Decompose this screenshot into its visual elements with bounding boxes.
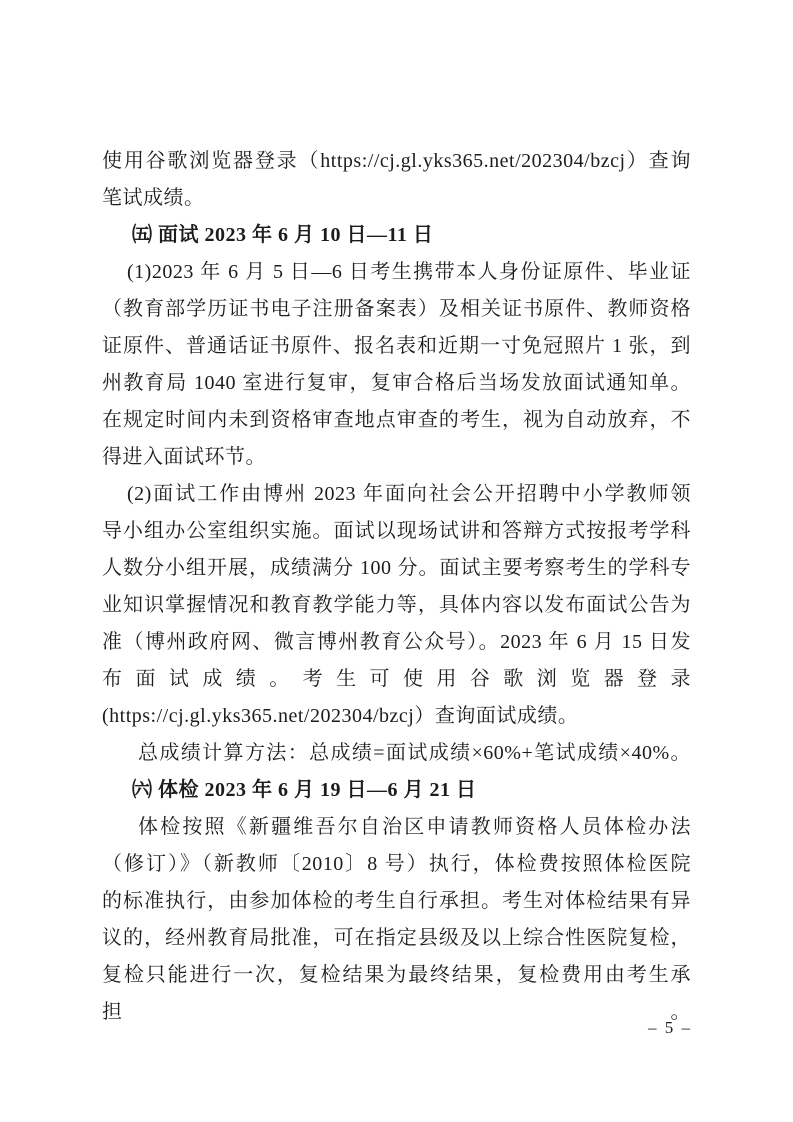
document-line: 州教育局 1040 室进行复审，复审合格后当场发放面试通知单。 <box>102 372 691 394</box>
page-number: – 5 – <box>648 1018 692 1037</box>
document-line: 得进入面试环节。 <box>102 446 266 468</box>
document-line: （教育部学历证书电子注册备案表）及相关证书原件、教师资格 <box>102 298 691 320</box>
document-line: 总成绩计算方法：总成绩=面试成绩×60%+笔试成绩×40%。 <box>138 742 691 764</box>
heading-interview: ㈤ 面试 2023 年 6 月 10 日—11 日 <box>132 224 434 246</box>
document-line: 人数分小组开展，成绩满分 100 分。面试主要考察考生的学科专 <box>102 557 691 579</box>
document-line: 使用谷歌浏览器登录（https://cj.gl.yks365.net/202304/bzcj）查询 <box>102 150 691 172</box>
document-line: 准（博州政府网、微言博州教育公众号）。2023 年 6 月 15 日发 <box>102 631 691 653</box>
document-line: 业知识掌握情况和教育教学能力等，具体内容以发布面试公告为 <box>102 594 691 616</box>
document-line: 的标准执行，由参加体检的考生自行承担。考生对体检结果有异 <box>102 890 691 912</box>
document-line: 复检只能进行一次，复检结果为最终结果，复检费用由考生承担。 <box>102 964 691 1023</box>
document-line: 议的，经州教育局批准，可在指定县级及以上综合性医院复检， <box>102 927 691 949</box>
document-line: （修订）》（新教师〔2010〕8 号）执行，体检费按照体检医院 <box>102 853 691 875</box>
document-line: 证原件、普通话证书原件、报名表和近期一寸免冠照片 1 张，到 <box>102 335 691 357</box>
document-line: 体检按照《新疆维吾尔自治区申请教师资格人员体检办法 <box>138 816 691 838</box>
document-line: 笔试成绩。 <box>102 187 205 209</box>
document-text-block <box>102 143 691 1023</box>
document-line: 布面试成绩。考生可使用谷歌浏览器登录 <box>102 668 691 690</box>
document-line: (https://cj.gl.yks365.net/202304/bzcj）查询面试成绩。 <box>102 705 579 727</box>
document-line: 导小组办公室组织实施。面试以现场试讲和答辩方式按报考学科 <box>102 520 691 542</box>
document-line: (2)面试工作由博州 2023 年面向社会公开招聘中小学教师领 <box>127 483 691 505</box>
document-line: 在规定时间内未到资格审查地点审查的考生，视为自动放弃，不 <box>102 409 691 431</box>
heading-physical-exam: ㈥ 体检 2023 年 6 月 19 日—6 月 21 日 <box>132 779 477 801</box>
document-line: (1)2023 年 6 月 5 日—6 日考生携带本人身份证原件、毕业证 <box>127 261 691 283</box>
